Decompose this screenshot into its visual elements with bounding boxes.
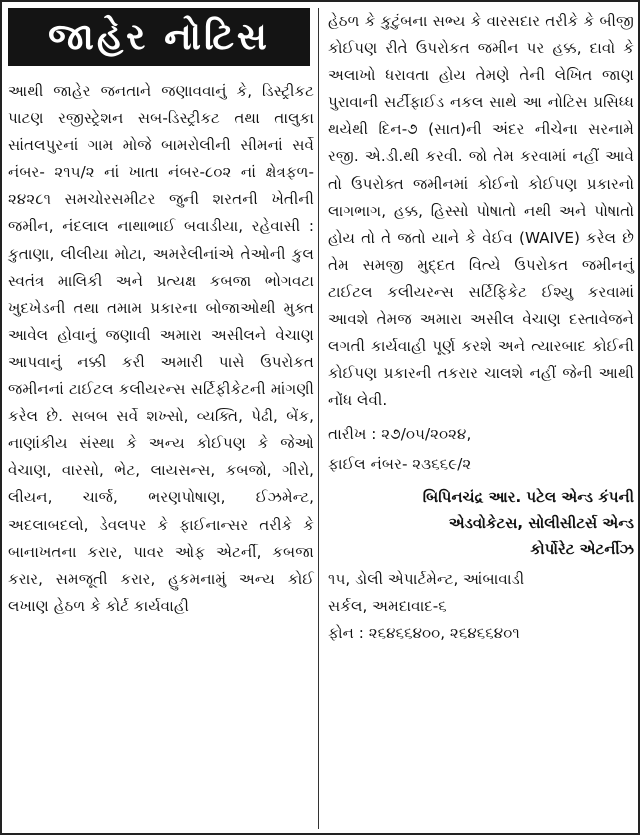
notice-body-right: હેઠળ કે કુટુંબના સભ્ય કે વારસદાર તરીકે કે બીજી કોઈપણ રીતે ઉપરોકત જમીન પર હક્ક, દાવો કે અલાખો ધરાવતા હોય તેમણે તેની લેખિત જાણ પુરાવાની સર્ટીફાઈડ નકલ સાથે આ નોટિસ પ્રસિધ્ધ થયેથી દિન-૭ (સાત)ની અંદર નીચેના સરનામે રજી. એ.ડી.થી કરવી. જો તેમ કરવામાં નહીં આવે તો ઉપરોક્ત જમીનમાં કોઈનો કોઈપણ પ્રકારનો લાગભાગ, હક્ક, હિસ્સો પોષાતો નથી અને પોષાતો હોય તો તે જતો યાને કે વેઈવ (WAIVE) કરેલ છે તેમ સમજી મુદ્દત વિત્યે ઉપરોકત જમીનનું ટાઈટલ કલીયરન્સ સર્ટિફિકેટ ઈશ્યુ કરવામાં આવશે તેમજ અમારા અસીલ વેચાણ દસ્તાવેજને લગતી કાર્યવાહી પૂર્ણ કરશે અને ત્યારબાદ કોઈની કોઈપણ પ્રકારની તકરાર ચાલશે નહીં જેની આથી નોંધ લેવી. xyxy=(328,12,634,410)
phone-numbers: ફોન : ૨૬૪૬૬૪૦૦, ૨૬૪૬૬૪૦૧ xyxy=(328,624,520,643)
notice-right-column xyxy=(328,8,634,829)
notice-title: જાહેર નોટિસ xyxy=(8,8,310,66)
firm-name-line-3: કોર્પોરેટ એટર્નીઝ xyxy=(530,540,634,559)
notice-left-column xyxy=(8,8,314,829)
column-divider xyxy=(318,8,319,829)
firm-address xyxy=(328,566,634,647)
address-line-1: ૧૫, ડોલી એપાર્ટમેન્ટ, આંબાવાડી xyxy=(328,570,525,589)
firm-name-line-2: એડવોકેટસ, સોલીસીટર્સ એન્ડ xyxy=(448,514,634,533)
notice-date: તારીખ : ૨૭/૦૫/૨૦૨૪, xyxy=(328,425,472,444)
notice-body-left: આથી જાહેર જનતાને જણાવવાનું કે, ડિસ્ટ્રીકટ પાટણ રજીસ્ટ્રેશન સબ-ડિસ્ટ્રીકટ તથા તાલુકા સાંતલપુરનાં ગામ મોજે બામરોલીની સીમનાં સર્વે નંબર- ૨૧૫/૨ નાં ખાતા નંબર-૮૦૨ નાં ક્ષેત્રફળ- ૨૪૨૮૧ સમચોરસમીટર જુની શરતની ખેતીની જમીન, નંદલાલ નાથાભાઈ બવાડીયા, રહેવાસી : કુતાણા, લીલીયા મોટા, અમરેલીનાંએ તેઓની કુલ સ્વતંત્ર માલિકી અને પ્રત્યક્ષ કબજા ભોગવટા ખુદખેડની તથા તમામ પ્રકારના બોજાઓથી મુક્ત આવેલ હોવાનું જણાવી અમારા અસીલને વેચાણ આપવાનું નક્કી કરી અમારી પાસે ઉપરોકત જમીનનાં ટાઈટલ કલીયરન્સ સર્ટિફીકેટની માંગણી કરેલ છે. સબબ સર્વે શખ્સો, વ્યક્તિ, પેઢી, બેંક, નાણાંકીય સંસ્થા કે અન્ય કોઈપણ કે જેઓ વેચાણ, વારસો, ભેટ, લાયસન્સ, કબજો, ગીરો, લીયન, ચાર્જ, ભરણપોષાણ, ઈઝમેન્ટ, અદલાબદલો, ડેવલપર કે ફાઈનાન્સર તરીકે કે બાનાખતના કરાર, પાવર ઓફ એટર્ની, કબજા કરાર, સમજૂતી કરાર, હુકમનામું અન્ય કોઈ લખાણ હેઠળ કે કોર્ટ કાર્યવાહી xyxy=(8,82,314,615)
firm-name-line-1: બિપિનચંદ્ર આર. પટેલ એન્ડ કંપની xyxy=(422,488,634,507)
firm-name xyxy=(328,484,634,562)
address-line-2: સર્કલ, અમદાવાદ-૬ xyxy=(328,597,447,616)
file-number: ફાઈલ નંબર- ૨૩૬૬૯/૨ xyxy=(328,455,472,474)
